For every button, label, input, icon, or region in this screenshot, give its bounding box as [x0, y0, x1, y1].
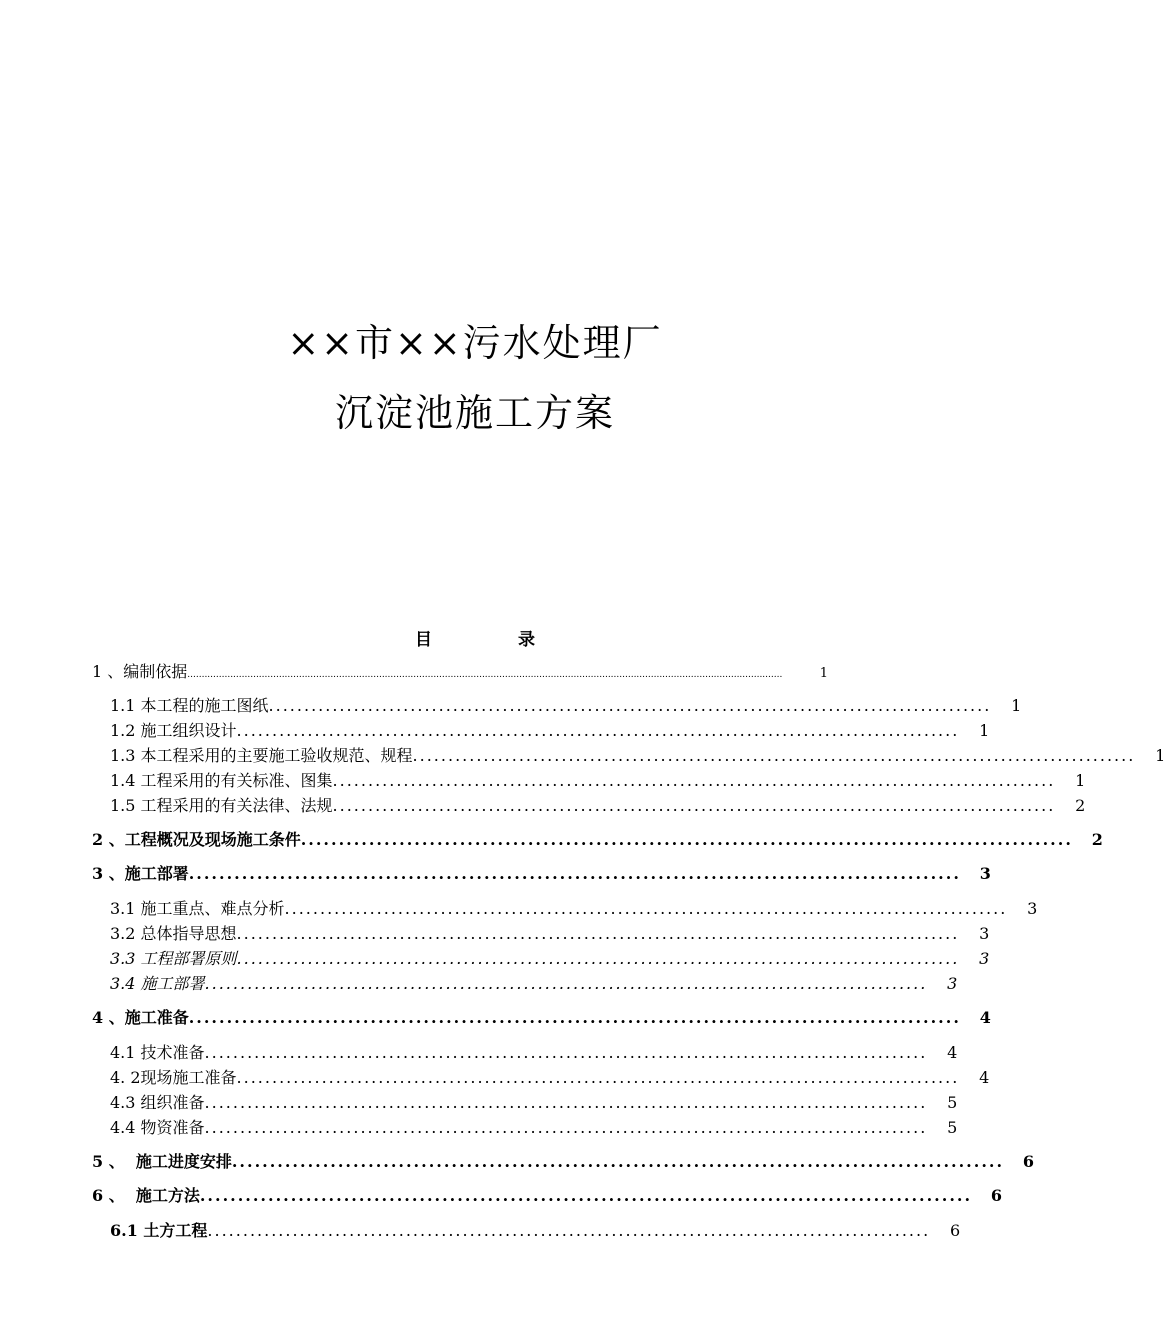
toc-entry-label: 3.2 总体指导思想: [110, 924, 237, 943]
toc-entry[interactable]: [110, 1116, 958, 1140]
toc-entry[interactable]: [92, 1006, 991, 1030]
toc-entry[interactable]: [110, 947, 990, 971]
toc-entry[interactable]: [92, 862, 991, 886]
toc-leader: ................................................................................................................................................................................................................: [187, 670, 783, 680]
toc-entry-page: 3: [979, 864, 991, 883]
toc-entry[interactable]: [110, 897, 1038, 921]
toc-entry-label: 3.1 施工重点、难点分析: [110, 899, 285, 918]
toc-leader: ......................................................................................................: [236, 1068, 960, 1087]
toc-leader: ......................................................................................................: [332, 771, 1056, 790]
toc-entry-label: 1.3 本工程采用的主要施工验收规范、规程: [110, 746, 413, 765]
toc-entry-page: 6: [950, 1221, 961, 1240]
toc-entry-label: 3.4 施工部署: [110, 974, 205, 993]
toc-entry-page: 1: [1011, 696, 1022, 715]
toc-entry-page: 3: [979, 924, 990, 943]
toc-entry-page: 6: [1022, 1152, 1035, 1171]
toc-leader: ......................................................................................................: [204, 1093, 928, 1112]
toc-entry-page: 3: [1027, 899, 1038, 918]
toc-entry-label: 4.4 物资准备: [110, 1118, 205, 1137]
toc-entry[interactable]: [110, 972, 958, 996]
toc-entry-label: 4.1 技术准备: [110, 1043, 205, 1062]
document-subtitle: 沉淀池施工方案: [334, 391, 615, 435]
toc-entry-page: 4: [979, 1068, 990, 1087]
toc-entry-label: 1.1 本工程的施工图纸: [110, 696, 269, 715]
toc-leader: ......................................................................................................: [204, 1043, 928, 1062]
toc-entry[interactable]: [110, 769, 1086, 793]
toc-entry[interactable]: [110, 1066, 990, 1090]
toc-leader: ......................................................................................................: [204, 974, 928, 993]
toc-heading-char-1: 目: [415, 630, 433, 650]
toc-entry-label: 6.1 土方工程: [110, 1221, 208, 1240]
toc-entry-page: 1: [1075, 771, 1086, 790]
toc-entry[interactable]: [110, 922, 990, 946]
toc-leader: ......................................................................................................: [332, 796, 1056, 815]
toc-heading-char-2: 录: [517, 630, 535, 650]
toc-entry-page: 1: [979, 721, 990, 740]
toc-entry[interactable]: [110, 1091, 958, 1115]
toc-leader: ......................................................................................................: [207, 1221, 931, 1240]
toc-entry[interactable]: [110, 1041, 958, 1065]
toc-entry-label: 4.3 组织准备: [110, 1093, 205, 1112]
toc-leader: ......................................................................................................: [188, 864, 961, 883]
toc-leader: ......................................................................................................: [268, 696, 992, 715]
toc-leader: ......................................................................................................: [236, 721, 960, 740]
toc-leader: ......................................................................................................: [412, 746, 1136, 765]
toc-leader: ......................................................................................................: [188, 1008, 961, 1027]
toc-entry-label: 3 、施工部署: [92, 864, 189, 883]
toc-entry-page: 1: [819, 666, 828, 681]
toc-entry[interactable]: [110, 719, 990, 743]
toc-leader: ......................................................................................................: [204, 1118, 928, 1137]
toc-entry-page: 3: [979, 949, 990, 968]
toc-leader: ......................................................................................................: [236, 924, 960, 943]
toc-entry[interactable]: [110, 1219, 961, 1243]
toc-entry-label: 3.3 工程部署原则: [110, 949, 237, 968]
toc-leader: ......................................................................................................: [231, 1152, 1005, 1171]
toc-entry-page: 1: [1155, 746, 1165, 765]
toc-entry-label: 4. 2现场施工准备: [110, 1068, 237, 1087]
toc-entry-page: 3: [947, 974, 958, 993]
toc-leader: ......................................................................................................: [199, 1186, 973, 1205]
toc-entry-page: 2: [1075, 796, 1086, 815]
toc-entry[interactable]: [92, 1150, 1035, 1174]
toc-entry[interactable]: [92, 660, 828, 684]
toc-entry[interactable]: [92, 828, 1103, 852]
toc-heading: [0, 625, 950, 650]
toc-entry-label: 1.5 工程采用的有关法律、法规: [110, 796, 333, 815]
toc-entry-page: 4: [947, 1043, 958, 1062]
toc-entry[interactable]: [110, 744, 1165, 768]
toc-entry-label: 4 、施工准备: [92, 1008, 189, 1027]
document-title: ××市××污水处理厂: [287, 321, 663, 365]
toc-entry-page: 6: [990, 1186, 1003, 1205]
toc-entry-label: 1.4 工程采用的有关标准、图集: [110, 771, 333, 790]
toc-entry-label: 6 、 施工方法: [92, 1186, 200, 1205]
toc-leader: ......................................................................................................: [284, 899, 1008, 918]
toc-leader: ......................................................................................................: [236, 949, 960, 968]
toc-leader: ......................................................................................................: [300, 830, 1073, 849]
toc-entry[interactable]: [110, 694, 1022, 718]
toc-entry-page: 5: [947, 1118, 958, 1137]
toc-entry-label: 5 、 施工进度安排: [92, 1152, 232, 1171]
toc-entry-label: 1 、编制依据: [92, 662, 188, 681]
toc-entry-page: 2: [1091, 830, 1103, 849]
toc-entry[interactable]: [110, 794, 1086, 818]
toc-entry-label: 2 、工程概况及现场施工条件: [92, 830, 301, 849]
toc-entry-page: 4: [979, 1008, 991, 1027]
toc-entry-page: 5: [947, 1093, 958, 1112]
toc-entry[interactable]: [92, 1184, 1003, 1208]
toc-entry-label: 1.2 施工组织设计: [110, 721, 237, 740]
